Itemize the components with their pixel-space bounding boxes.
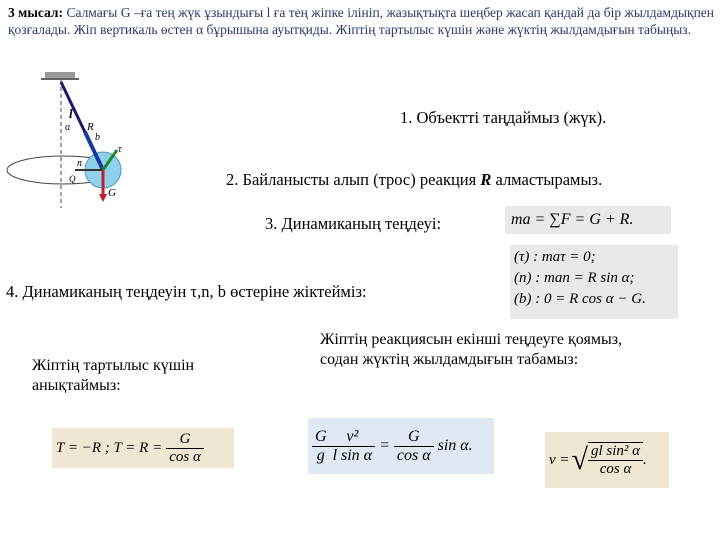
note-tension: Жіптің тартылыс күшін анықтаймыз:: [32, 357, 195, 394]
velocity-formula-box: [545, 432, 669, 488]
problem-statement: [8, 4, 714, 38]
tension-numerator: G: [166, 431, 204, 449]
ratio-num-1: G: [312, 428, 330, 447]
ratio-frac-1: [312, 428, 330, 465]
label-tau: τ: [118, 144, 122, 155]
ratio-den-3: cos α: [396, 446, 431, 464]
tension-fraction: [166, 431, 204, 466]
label-G: G: [108, 187, 116, 199]
tension-formula-box: [52, 428, 234, 468]
velocity-ratio-box: [308, 418, 494, 474]
velocity-tail: .: [643, 451, 647, 468]
step-1: 1. Объектті таңдаймыз (жүк).: [400, 108, 607, 127]
eq-n: (n) : man = R sin α;: [514, 270, 635, 286]
ratio-tail: sin α.: [437, 437, 473, 454]
step-2: [226, 170, 602, 190]
ratio-equals: =: [379, 437, 390, 454]
step-2-part-c: алмастырамыз.: [491, 170, 603, 189]
label-n: n: [77, 158, 82, 169]
ceiling-support: [45, 72, 75, 78]
pendulum-figure: [5, 70, 155, 210]
step-4: 4. Динамиканың теңдеуін τ,n, b өстеріне жіктейміз:: [6, 282, 367, 301]
ratio-frac-3: [394, 428, 434, 465]
step-3: 3. Динамиканың теңдеуі:: [265, 214, 442, 233]
velocity-left: v =: [549, 451, 570, 468]
tension-formula-left: T = −R ; T = R =: [56, 439, 163, 456]
velocity-denominator: cos α: [599, 461, 632, 477]
label-Q: Q: [69, 174, 76, 184]
projection-equations-box: [510, 245, 678, 319]
label-R: R: [87, 121, 94, 133]
sqrt-sign: √: [571, 443, 588, 476]
label-alpha: α: [65, 122, 71, 133]
ratio-den-1: g: [316, 446, 325, 464]
label-l: l: [69, 106, 73, 121]
velocity-fraction: [588, 442, 643, 478]
velocity-numerator: gl sin² α: [588, 443, 643, 461]
ratio-num-2: v²: [330, 428, 376, 447]
ratio-frac-2: [330, 428, 376, 465]
dynamics-equation-box: [505, 206, 671, 234]
dynamics-equation: ma = ∑F = G + R.: [511, 211, 634, 228]
problem-label: 3 мысал:: [8, 5, 64, 20]
note-reaction: Жіптің реакциясын екінші теңдеуге қоямыз, содан жүктің жылдамдығын табамыз:: [320, 331, 623, 368]
eq-b: (b) : 0 = R cos α − G.: [514, 291, 646, 307]
eq-tau: (τ) : maτ = 0;: [514, 249, 596, 265]
step-2-reaction-symbol: R: [480, 170, 492, 189]
ratio-num-3: G: [394, 428, 434, 447]
tension-denominator: cos α: [169, 448, 201, 465]
ratio-den-2: l sin α: [332, 446, 373, 464]
problem-text: Салмағы G –ға тең жүк ұзындығы l ға тең жіпке ілініп, жазықтықта шеңбер жасап қандай да бір жылдамдықпен қозғалады. Жіп вертикаль өстен α бұрышына ауытқиды. Жіптің тартылыс күшін және жүктің жылдамдығын табыңыз.: [8, 5, 715, 37]
step-2-part-a: 2. Байланысты алып (трос) реакция: [226, 170, 481, 189]
label-b: b: [95, 132, 100, 143]
